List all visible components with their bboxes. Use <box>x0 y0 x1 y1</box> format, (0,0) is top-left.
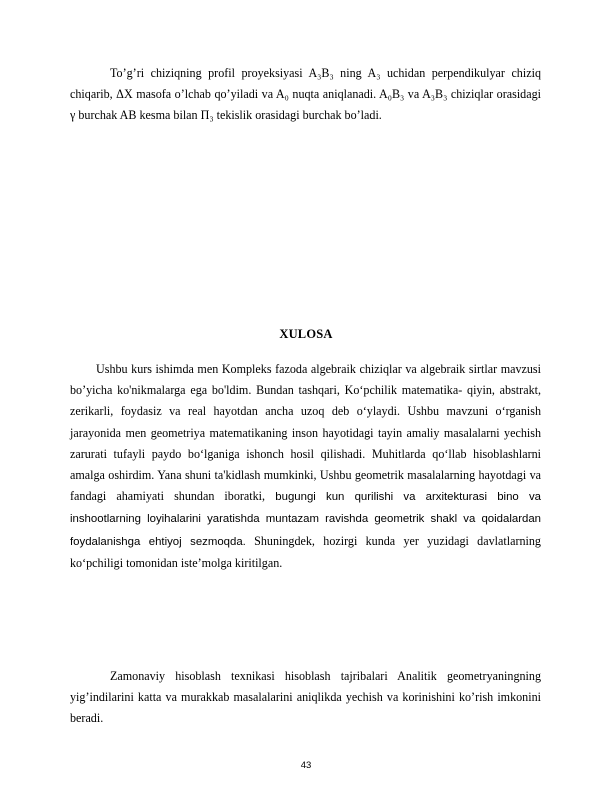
paragraph-text-tail: Shuningdek, hozirgi kunda yer yuzidagi davlatlarning ko‘pchiligi tomonidan iste’molga kiritilgan. <box>70 533 541 570</box>
page-number: 43 <box>300 760 312 771</box>
paragraph-text-sans: bugungi kun qurilishi va arxitekturasi bino va inshootlarning loyihalarini yaratishda muntazam ravishda geometrik shakl va qoidalardan foydalanishga ehtiyoj sezmoqda. <box>70 491 541 548</box>
paragraph-conclusion <box>70 359 541 574</box>
paragraph-text: Zamonaviy hisoblash texnikasi hisoblash tajribalari Analitik geometryaningning yig’indilarini katta va murakkab masalalarini aniqlikda yechish va korinishini ko’rish imkonini beradi. <box>70 669 541 726</box>
paragraph-modern-computing <box>70 666 541 730</box>
section-heading: XULOSA <box>279 327 333 341</box>
paragraph-profile-projection <box>70 63 541 127</box>
paragraph-text-serif: Ushbu kurs ishimda men Kompleks fazoda algebraik chiziqlar va algebraik sirtlar mavzusi bo’yicha ko'nikmalarga ega bo'ldim. Bundan tashqari, Ko‘pchilik matematika- qiyin, abstrakt, zerikarli, foydasiz va real hayotdan ancha uzoq deb o‘ylaydi. Ushbu mavzuni o‘rganish jarayonida men geometriya matematikaning inson hayotidagi tayin amaliy masalalarni yechish zarurati tufayli paydo bo‘lganiga ishonch hosil qilishadi. Muhitlarda qo‘llab hisoblashlarni amalga oshirdim. Yana shuni ta'kidlash mumkinki, Ushbu geometrik masalalarning hayotdagi va fandagi ahamiyati shundan iboratki, <box>70 362 541 504</box>
paragraph-text: To’g’ri chiziqning profil proyeksiyasi A₃B₃ ning A₃ uchidan perpendikulyar chiziq chiqarib, ΔX masofa o’lchab qo’yiladi va A₀ nuqta aniqlanadi. A₀B₃ va A₃B₃ chiziqlar orasidagi γ burchak AB kesma bilan Π₃ tekislik orasidagi burchak bo’ladi. <box>70 66 541 123</box>
